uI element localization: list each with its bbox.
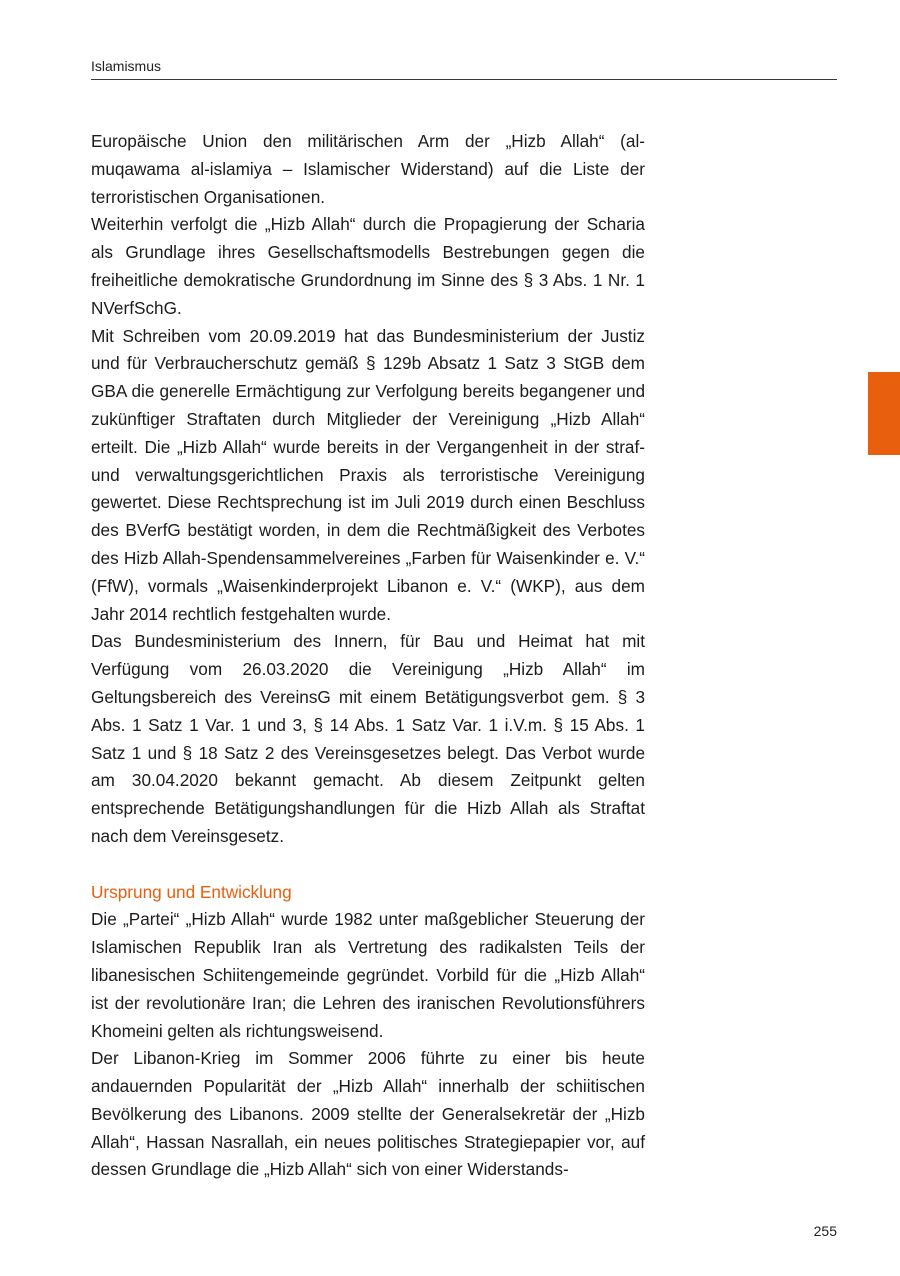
paragraph: Der Libanon-Krieg im Sommer 2006 führte zu einer bis heute andauernden Popularität der „Hizb Allah“ innerhalb der schiitischen Bevölkerung des Libanons. 2009 stellte der Generalsekretär der „Hizb Allah“, Hassan Nasrallah, ein neues politisches Strategiepapier vor, auf dessen Grundlage die „Hizb Allah“ sich von einer Widerstands- bbox=[91, 1048, 645, 1180]
paragraph: Europäische Union den militärischen Arm der „Hizb Allah“ (al-muqawama al-islamiya – Islamischer Widerstand) auf die Liste der terroristischen Organisationen. bbox=[91, 131, 645, 207]
chapter-tab-marker bbox=[868, 372, 900, 455]
main-text bbox=[91, 128, 645, 1184]
paragraph: Die „Partei“ „Hizb Allah“ wurde 1982 unter maßgeblicher Steuerung der Islamischen Republik Iran als Vertretung des radikalsten Teils der libanesischen Schiitengemeinde gegründet. Vorbild für die „Hizb Allah“ ist der revolutionäre Iran; die Lehren des iranischen Revolutionsführers Khomeini gelten als richtungsweisend. bbox=[91, 909, 645, 1041]
paragraph: Mit Schreiben vom 20.09.2019 hat das Bundesministerium der Justiz und für Verbraucherschutz gemäß § 129b Absatz 1 Satz 3 StGB dem GBA die generelle Ermächtigung zur Verfolgung bereits begangener und zukünftiger Straftaten durch Mitglieder der Vereinigung „Hizb Allah“ erteilt. Die „Hizb Allah“ wurde bereits in der Vergangenheit in der straf- und verwaltungsgerichtlichen Praxis als terroristische Vereinigung gewertet. Diese Rechtsprechung ist im Juli 2019 durch einen Beschluss des BVerfG bestätigt worden, in dem die Rechtmäßigkeit des Verbotes des Hizb Allah-Spendensammelvereines „Farben für Waisenkinder e. V.“ (FfW), vormals „Waisenkinderprojekt Libanon e. V.“ (WKP), aus dem Jahr 2014 rechtlich festgehalten wurde. bbox=[91, 325, 645, 624]
paragraph: Weiterhin verfolgt die „Hizb Allah“ durch die Propagierung der Scharia als Grundlage ihres Gesellschaftsmodells Bestrebungen gegen die freiheitliche demokratische Grundordnung im Sinne des § 3 Abs. 1 Nr. 1 NVerfSchG. bbox=[91, 214, 645, 318]
section-heading: Ursprung und Entwicklung bbox=[91, 881, 292, 902]
running-header: Islamismus bbox=[91, 58, 837, 80]
page-number: 255 bbox=[813, 1223, 837, 1239]
paragraph: Das Bundesministerium des Innern, für Bau und Heimat hat mit Verfügung vom 26.03.2020 die Vereinigung „Hizb Allah“ im Geltungsbereich des VereinsG mit einem Betätigungsverbot gem. § 3 Abs. 1 Satz 1 Var. 1 und 3, § 14 Abs. 1 Satz Var. 1 i.V.m. § 15 Abs. 1 Satz 1 und § 18 Satz 2 des Vereinsgesetzes belegt. Das Verbot wurde am 30.04.2020 bekannt gemacht. Ab diesem Zeitpunkt gelten entsprechende Betätigungshandlungen für die Hizb Allah als Straftat nach dem Vereinsgesetz. bbox=[91, 631, 645, 846]
